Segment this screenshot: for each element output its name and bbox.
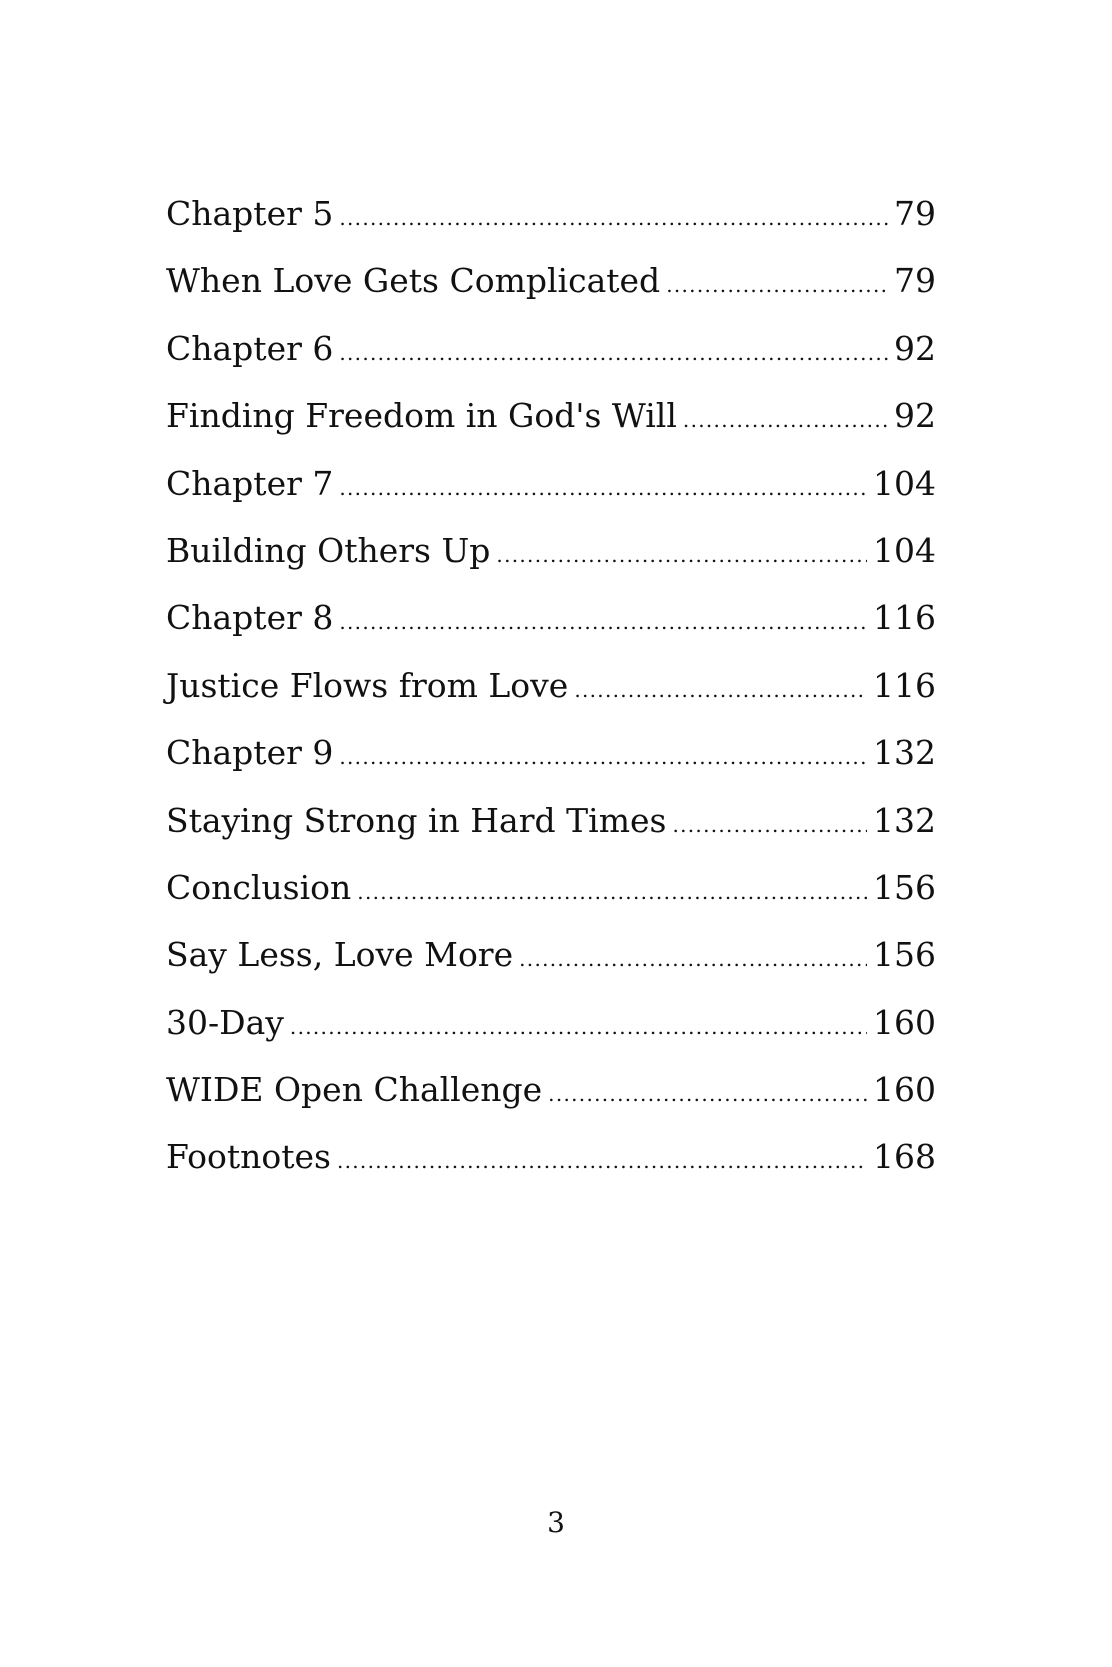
toc-dot-leader (339, 612, 867, 632)
toc-entry-title: Footnotes (166, 1137, 331, 1177)
toc-entry-page: 132 (873, 733, 936, 773)
toc-entry-page: 160 (873, 1002, 936, 1042)
toc-dot-leader (519, 949, 867, 969)
toc-entry-page: 116 (873, 598, 936, 638)
toc-entry-title: WIDE Open Challenge (166, 1070, 543, 1110)
toc-entry (166, 1070, 936, 1140)
toc-dot-leader (290, 1017, 867, 1037)
toc-entry-title: Conclusion (166, 867, 352, 907)
toc-entry-page: 92 (894, 396, 936, 436)
toc-dot-leader (339, 343, 888, 363)
toc-entry (166, 598, 936, 668)
toc-entry-title: When Love Gets Complicated (166, 261, 661, 301)
toc-entry-page: 156 (873, 935, 936, 975)
toc-entry (166, 1002, 936, 1073)
toc-dot-leader (339, 208, 888, 228)
toc-dot-leader (496, 545, 867, 565)
toc-entry-title: Chapter 9 (166, 733, 334, 773)
toc-entry-title: Staying Strong in Hard Times (166, 800, 667, 840)
toc-entry-page: 104 (873, 463, 936, 503)
toc-entry-title: Chapter 6 (166, 328, 334, 368)
toc-entry (166, 261, 936, 331)
toc-entry (166, 800, 936, 871)
toc-entry-page: 79 (894, 194, 936, 233)
page-number: 3 (547, 1506, 565, 1539)
toc-dot-leader (672, 815, 867, 835)
toc-entry-page: 168 (873, 1137, 936, 1177)
toc-entry-title: Justice Flows from Love (166, 665, 569, 705)
toc-dot-leader (683, 410, 888, 430)
toc-entry-page: 156 (873, 867, 936, 907)
table-of-contents (166, 194, 936, 1208)
toc-entry-title: 30-Day (166, 1002, 284, 1042)
toc-entry (166, 530, 936, 601)
toc-entry (166, 396, 936, 466)
toc-entry-page: 79 (894, 261, 936, 301)
toc-dot-leader (357, 882, 867, 902)
toc-entry (166, 194, 936, 264)
toc-entry-title: Chapter 8 (166, 598, 334, 638)
toc-entry-title: Building Others Up (166, 530, 491, 570)
toc-entry-title: Chapter 5 (166, 194, 334, 233)
toc-entry-page: 92 (894, 328, 936, 368)
toc-entry (166, 733, 936, 803)
toc-entry-page: 104 (873, 530, 936, 570)
toc-entry-title: Chapter 7 (166, 463, 334, 503)
toc-dot-leader (337, 1151, 867, 1171)
toc-entry-title: Say Less, Love More (166, 935, 514, 975)
toc-entry (166, 328, 936, 399)
toc-dot-leader (666, 275, 888, 295)
toc-dot-leader (574, 680, 867, 700)
toc-entry (166, 867, 936, 938)
toc-entry (166, 935, 936, 1005)
toc-entry-page: 160 (873, 1070, 936, 1110)
toc-dot-leader (339, 478, 867, 498)
toc-entry (166, 463, 936, 534)
toc-entry (166, 665, 936, 736)
toc-entry-page: 116 (873, 665, 936, 705)
toc-entry-title: Finding Freedom in God's Will (166, 396, 677, 436)
toc-entry (166, 1137, 936, 1207)
toc-dot-leader (339, 747, 867, 767)
toc-entry-page: 132 (873, 800, 936, 840)
toc-dot-leader (548, 1084, 867, 1104)
